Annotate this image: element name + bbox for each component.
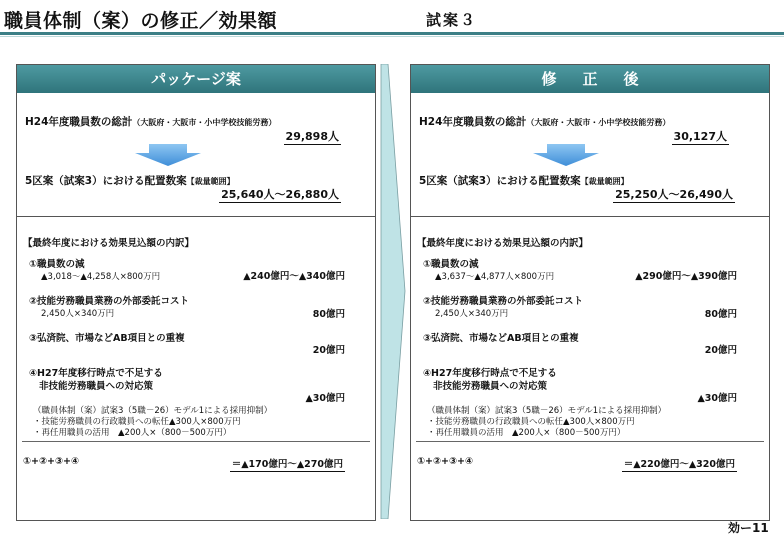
page-number: 効ー11 <box>728 521 769 535</box>
summary-section <box>411 93 769 217</box>
page-title: 職員体制（案）の修正／効果額 <box>4 10 278 32</box>
sum-divider <box>22 441 370 442</box>
item3-value: 20億円 <box>312 345 345 356</box>
total-label: H24年度職員数の総計 <box>25 116 133 128</box>
total-label-line <box>25 114 276 129</box>
breakdown-title: 【最終年度における効果見込額の内訳】 <box>417 238 589 249</box>
item2-title: ②技能労務職員業務の外部委託コスト <box>423 296 584 307</box>
sum-value: ＝▲170億円～▲270億円 <box>231 459 343 470</box>
total-label: H24年度職員数の総計 <box>419 116 527 128</box>
total-note: （大阪府・大阪市・小中学校技能労務） <box>132 118 277 127</box>
item2-title: ②技能労務職員業務の外部委託コスト <box>29 296 190 307</box>
sum-label: ①+②+③+④ <box>23 456 80 467</box>
item4-note-2: ・技能労務職員の行政職員への転任▲300人×800万円 <box>33 417 241 427</box>
item4-note-2: ・技能労務職員の行政職員への転任▲300人×800万円 <box>427 417 635 427</box>
item3-title: ③弘済院、市場などAB項目との重複 <box>423 333 579 344</box>
placement-label: 5区案（試案3）における配置数案 <box>25 175 187 187</box>
item4-title-2: 非技能労務職員への対応策 <box>433 381 548 392</box>
placement-label: 5区案（試案3）における配置数案 <box>419 175 581 187</box>
item4-title-2: 非技能労務職員への対応策 <box>39 381 154 392</box>
item2-value: 80億円 <box>704 309 737 320</box>
placement-label-line <box>25 173 235 188</box>
down-arrow-icon <box>533 144 599 166</box>
placement-note: 【裁量範囲】 <box>580 177 629 186</box>
sum-label: ①+②+③+④ <box>417 456 474 467</box>
sum-value: ＝▲220億円～▲320億円 <box>623 459 735 470</box>
total-value: 30,127人 <box>673 130 727 143</box>
total-label-line <box>419 114 670 129</box>
sum-divider <box>416 441 764 442</box>
panel-heading: 修正後 <box>411 65 769 93</box>
item1-detail: ▲3,637～▲4,877人×800万円 <box>435 272 555 282</box>
item4-note-1: （職員体制（案）試案3（5職－26）モデル1による採用抑制） <box>33 406 273 416</box>
item4-value: ▲30億円 <box>697 393 737 404</box>
item2-detail: 2,450人×340万円 <box>41 309 115 319</box>
item4-note-1: （職員体制（案）試案3（5職－26）モデル1による採用抑制） <box>427 406 667 416</box>
header-rule <box>0 32 784 35</box>
item4-note-3: ・再任用職員の活用 ▲200人×（800－500万円） <box>33 428 232 438</box>
placement-value: 25,250人～26,490人 <box>615 188 733 201</box>
placement-label-line <box>419 173 629 188</box>
page-subtitle: 試案３ <box>426 11 478 29</box>
item4-title-1: ④H27年度移行時点で不足する <box>29 368 163 379</box>
placement-value: 25,640人～26,880人 <box>221 188 339 201</box>
panel-package <box>16 64 376 521</box>
item4-note-3: ・再任用職員の活用 ▲200人×（800－500万円） <box>427 428 626 438</box>
summary-section <box>17 93 375 217</box>
item1-title: ①職員数の減 <box>423 259 479 270</box>
down-arrow-icon <box>135 144 201 166</box>
right-arrow-icon <box>380 64 406 519</box>
placement-note: 【裁量範囲】 <box>186 177 235 186</box>
total-value: 29,898人 <box>285 130 339 143</box>
item2-value: 80億円 <box>312 309 345 320</box>
total-note: （大阪府・大阪市・小中学校技能労務） <box>526 118 671 127</box>
item1-title: ①職員数の減 <box>29 259 85 270</box>
header-rule-thin <box>0 36 784 37</box>
item3-value: 20億円 <box>704 345 737 356</box>
item2-detail: 2,450人×340万円 <box>435 309 509 319</box>
breakdown-title: 【最終年度における効果見込額の内訳】 <box>23 238 195 249</box>
item1-value: ▲240億円～▲340億円 <box>243 271 345 282</box>
item4-value: ▲30億円 <box>305 393 345 404</box>
panel-revised <box>410 64 770 521</box>
item1-detail: ▲3,018～▲4,258人×800万円 <box>41 272 161 282</box>
item4-title-1: ④H27年度移行時点で不足する <box>423 368 557 379</box>
item3-title: ③弘済院、市場などAB項目との重複 <box>29 333 185 344</box>
panel-heading: パッケージ案 <box>17 65 375 93</box>
header <box>0 0 784 34</box>
item1-value: ▲290億円～▲390億円 <box>635 271 737 282</box>
